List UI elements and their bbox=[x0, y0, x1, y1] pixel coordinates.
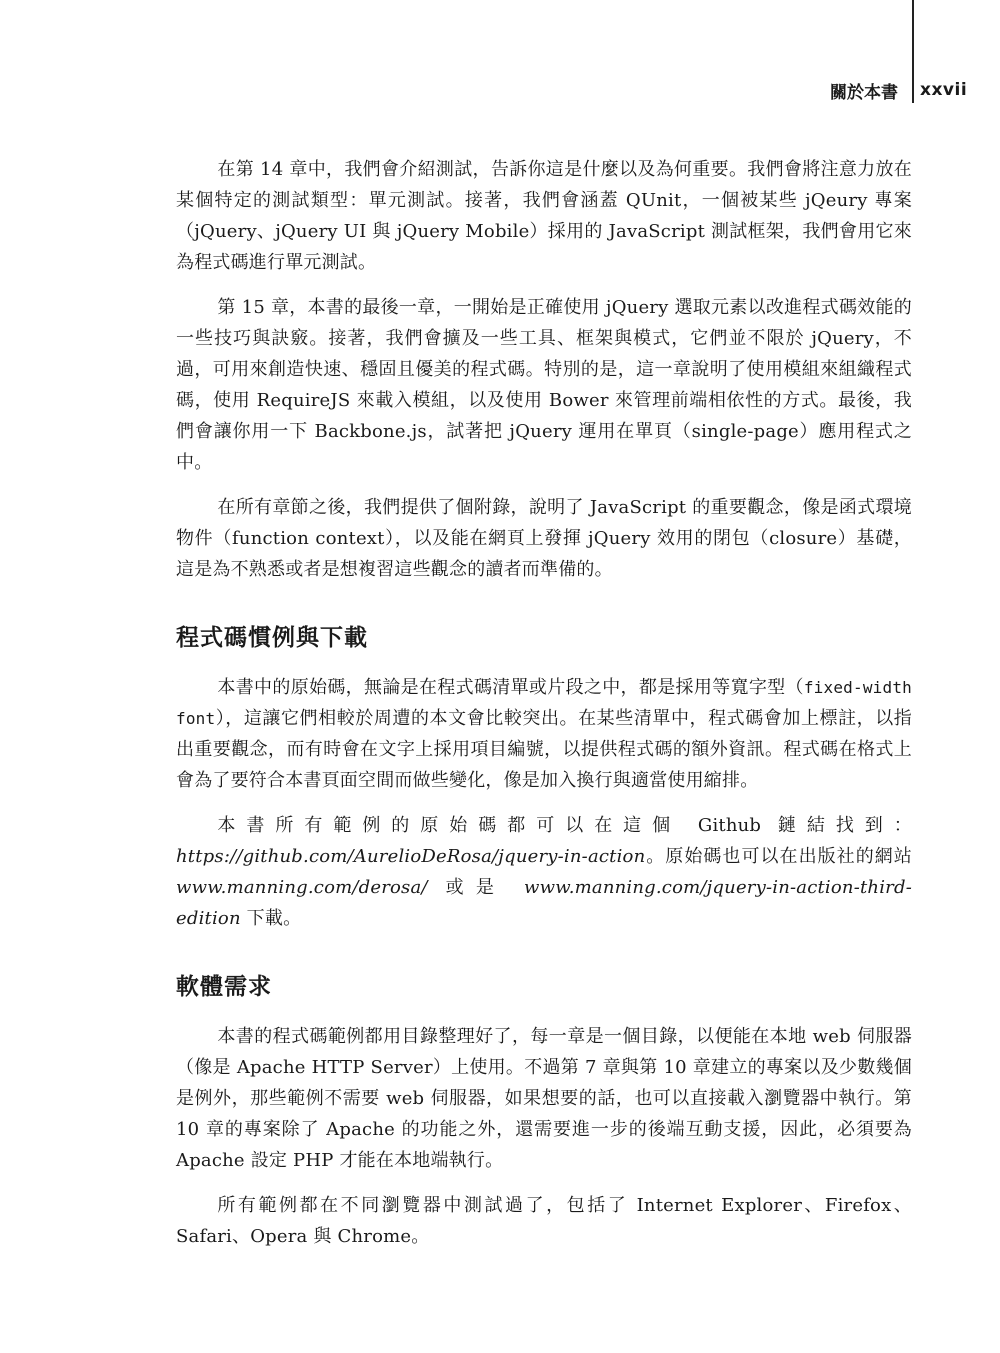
paragraph-browsers-tested: 所有範例都在不同瀏覽器中測試過了，包括了 Internet Explorer、Firefox、Safari、Opera 與 Chrome。 bbox=[176, 1195, 912, 1247]
paragraph-appendix: 在所有章節之後，我們提供了個附錄，說明了 JavaScript 的重要觀念，像是函式環境物件（function context），以及能在網頁上發揮 jQuery 效用的閉包（closure）基礎，這是為不熟悉或者是想複習這些觀念的讀者而準備的。 bbox=[176, 497, 912, 580]
manning-edition-link[interactable]: www.manning.com/jquery-in-action-third-edition bbox=[176, 877, 912, 929]
heading-software-requirements: 軟體需求 bbox=[176, 974, 272, 1000]
page-number: xxvii bbox=[920, 80, 968, 100]
paragraph-downloads bbox=[176, 810, 912, 934]
text-segment: 本書所有範例的原始碼都可以在這個 Github 鏈結找到： bbox=[217, 815, 912, 836]
running-head-section: 關於本書 bbox=[830, 82, 898, 103]
text-segment: 或是 bbox=[427, 877, 525, 898]
manning-link[interactable]: www.manning.com/derosa/ bbox=[176, 877, 428, 898]
paragraph-code-conventions bbox=[176, 672, 912, 796]
text-segment: ），這讓它們相較於周遭的本文會比較突出。在某些清單中，程式碼會加上標註，以指出重要觀念，而有時會在文字上採用項目編號，以提供程式碼的額外資訊。程式碼在格式上會為了要符合本書頁面空間而做些變化，像是加入換行與適當使用縮排。 bbox=[176, 708, 912, 791]
running-head bbox=[830, 78, 968, 103]
monospace-sample: fixed-width font bbox=[176, 678, 912, 728]
paragraph-software-requirements: 本書的程式碼範例都用目錄整理好了，每一章是一個目錄，以便能在本地 web 伺服器（像是 Apache HTTP Server）上使用。不過第 7 章與第 10 章建立的專案以及少數幾個是例外，那些範例不需要 web 伺服器，如果想要的話，也可以直接載入瀏覽器中執行。第 10 章的專案除了 Apache 的功能之外，還需要進一步的後端互動支援，因此，必須要為 Apache 設定 PHP 才能在本地端執行。 bbox=[176, 1026, 912, 1171]
github-link[interactable]: https://github.com/AurelioDeRosa/jquery-in-action bbox=[176, 846, 646, 867]
paragraph-chapter-14: 在第 14 章中，我們會介紹測試，告訴你這是什麼以及為何重要。我們會將注意力放在某個特定的測試類型：單元測試。接著，我們會涵蓋 QUnit，一個被某些 jQeury 專案（jQuery、jQuery UI 與 jQuery Mobile）採用的 JavaScript 測試框架，我們會用它來為程式碼進行單元測試。 bbox=[176, 159, 912, 273]
heading-code-conventions: 程式碼慣例與下載 bbox=[176, 625, 368, 651]
text-segment: 本書中的原始碼，無論是在程式碼清單或片段之中，都是採用等寬字型（ bbox=[217, 677, 804, 698]
text-segment: 下載。 bbox=[240, 908, 302, 929]
page-body bbox=[176, 154, 912, 1266]
text-segment: 。原始碼也可以在出版社的網站 bbox=[645, 846, 912, 867]
paragraph-chapter-15: 第 15 章，本書的最後一章，一開始是正確使用 jQuery 選取元素以改進程式碼效能的一些技巧與訣竅。接著，我們會擴及一些工具、框架與模式，它們並不限於 jQuery，不過，可用來創造快速、穩固且優美的程式碼。特別的是，這一章說明了使用模組來組織程式碼，使用 RequireJS 來載入模組，以及使用 Bower 來管理前端相依性的方式。最後，我們會讓你用一下 Backbone.js，試著把 jQuery 運用在單頁（single-page）應用程式之中。 bbox=[176, 297, 912, 473]
header-divider-line bbox=[912, 0, 914, 103]
